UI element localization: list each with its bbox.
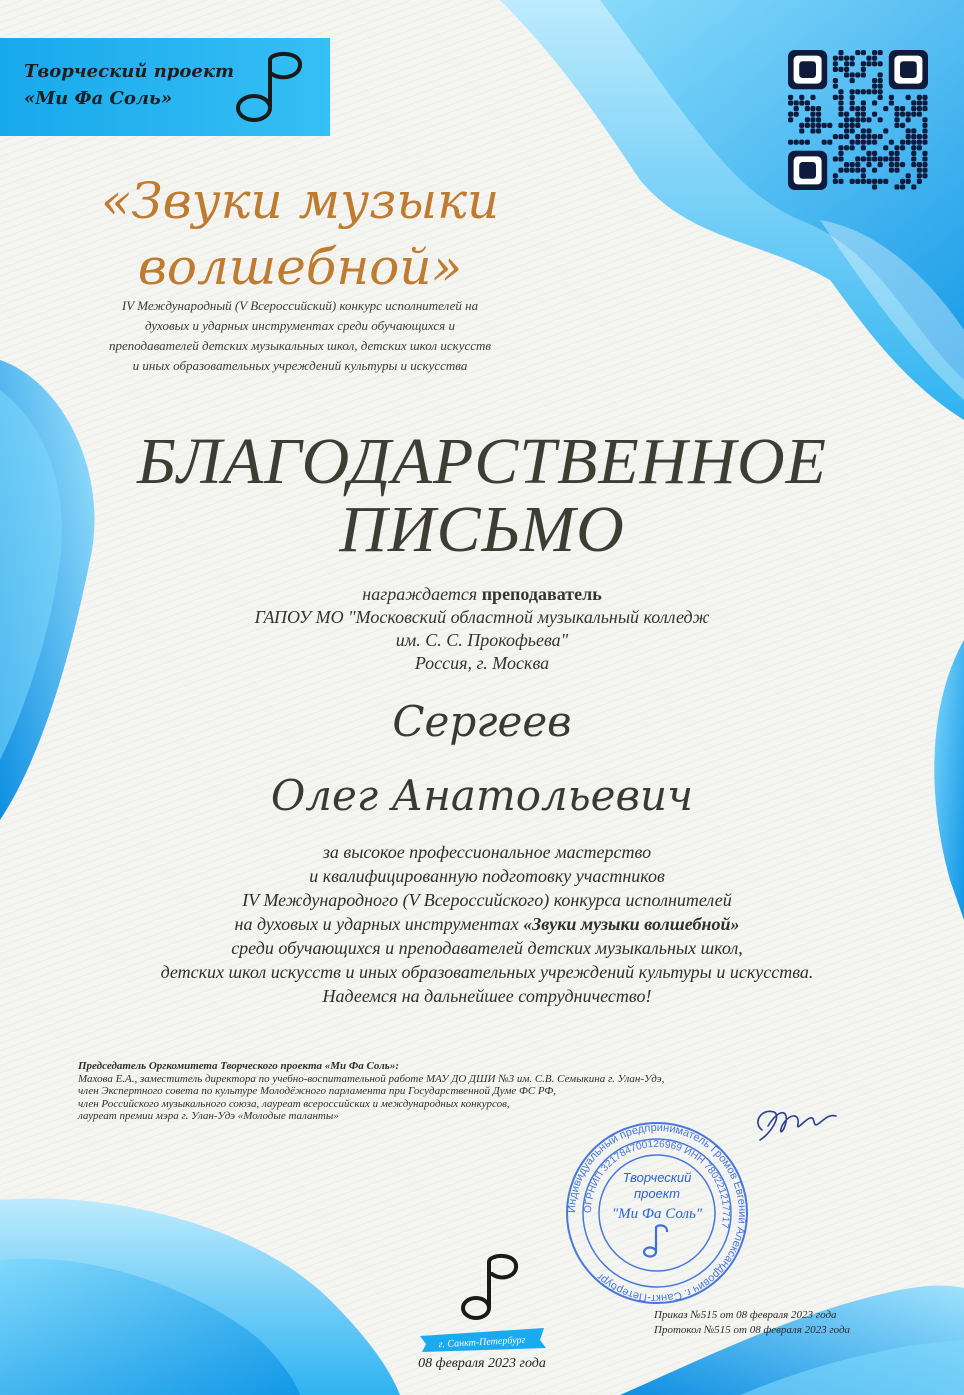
subtitle-line: преподавателей детских музыкальных школ, детских школ искусств — [108, 338, 492, 353]
orders-block — [654, 1308, 894, 1338]
stamp-ring-outer: Индивидуальный предприниматель Громов Евгений Александрович г. Санкт-Петербург — [565, 1121, 749, 1305]
awarded-block — [130, 583, 834, 675]
organization-stamp — [564, 1120, 750, 1306]
logo-line1: Творческий проект — [24, 61, 235, 82]
stamp-center-line3: "Ми Фа Соль" — [611, 1206, 703, 1222]
letter-body — [60, 840, 914, 1008]
chair-lead: Председатель Оргкомитета Творческого проекта «Ми Фа Соль»: — [78, 1060, 399, 1072]
awarded-line — [130, 583, 834, 606]
body-line4-prefix: на духовых и ударных инструментах — [234, 914, 519, 934]
chair-line: член Экспертного совета по культуре Молодёжного парламента при Государственной Думе ФС РФ, — [78, 1085, 556, 1097]
letter-heading — [40, 425, 924, 566]
contest-title — [40, 168, 560, 300]
location: Россия, г. Москва — [414, 653, 550, 673]
body-line: Надеемся на дальнейшее сотрудничество! — [322, 986, 652, 1006]
logo-line2: «Ми Фа Соль» — [24, 88, 173, 109]
institution-line1: ГАПОУ МО "Московский областной музыкальный колледж — [254, 607, 710, 627]
chair-info — [78, 1060, 838, 1123]
chair-line: член Российского музыкального союза, лауреат всероссийских и международных конкурсов, — [78, 1097, 510, 1110]
subtitle-line: и иных образовательных учреждений культуры и искусства — [132, 358, 468, 373]
recipient-surname: Сергеев — [392, 697, 572, 746]
contest-subtitle — [40, 296, 560, 376]
music-note-icon — [644, 1225, 667, 1256]
subtitle-line: IV Международный (V Всероссийский) конкурс исполнителей на — [121, 298, 479, 313]
body-line: и квалифицированную подготовку участников — [309, 866, 665, 886]
stamp-center-line1: Творческий — [622, 1170, 692, 1185]
subtitle-line: духовых и ударных инструментах среди обучающихся и — [145, 318, 455, 333]
awarded-role: преподаватель — [481, 584, 602, 604]
protocol-line: Протокол №515 от 08 февраля 2023 года — [654, 1324, 851, 1336]
body-line: детских школ искусств и иных образовательных учреждений культуры и искусства. — [160, 962, 814, 982]
logo-title — [24, 58, 264, 112]
contest-title-line1: «Звуки музыки — [100, 172, 500, 230]
body-line: IV Международного (V Всероссийского) конкурса исполнителей — [242, 890, 732, 910]
body-line: среди обучающихся и преподавателей детских музыкальных школ, — [231, 938, 743, 958]
qr-code-icon[interactable] — [788, 50, 928, 190]
issue-date: 08 февраля 2023 года — [418, 1356, 546, 1371]
music-note-icon — [232, 48, 312, 128]
signature — [748, 1100, 848, 1150]
awarded-prefix: награждается — [362, 584, 478, 604]
body-line — [60, 912, 914, 936]
chair-line: лауреат премии мэра г. Улан-Удэ «Молодые таланты» — [78, 1110, 339, 1122]
recipient-name: Олег Анатольевич — [270, 771, 694, 820]
stamp-ring-inner: ОГРНИП 321784700126969 ИНН 780221217717 — [582, 1138, 732, 1229]
contest-title-line2: волшебной» — [137, 238, 463, 296]
order-line: Приказ №515 от 08 февраля 2023 года — [654, 1309, 837, 1321]
institution-line2: им. С. С. Прокофьева" — [395, 630, 569, 650]
bottom-logo — [414, 1250, 550, 1354]
body-line: за высокое профессиональное мастерство — [322, 842, 652, 862]
body-line4-title: «Звуки музыки волшебной» — [523, 914, 740, 934]
chair-line: Махова Е.А., заместитель директора по учебно-воспитательной работе МАУ ДО ДШИ №3 им. С.В. Семыкина г. Улан-Удэ, — [78, 1072, 665, 1085]
heading-line1: БЛАГОДАРСТВЕННОЕ — [137, 425, 827, 498]
stamp-center-line2: проект — [634, 1186, 680, 1201]
bottom-logo-ribbon-text: г. Санкт-Петербург — [438, 1334, 526, 1351]
heading-line2: ПИСЬМО — [339, 493, 625, 566]
music-note-icon — [463, 1256, 516, 1318]
